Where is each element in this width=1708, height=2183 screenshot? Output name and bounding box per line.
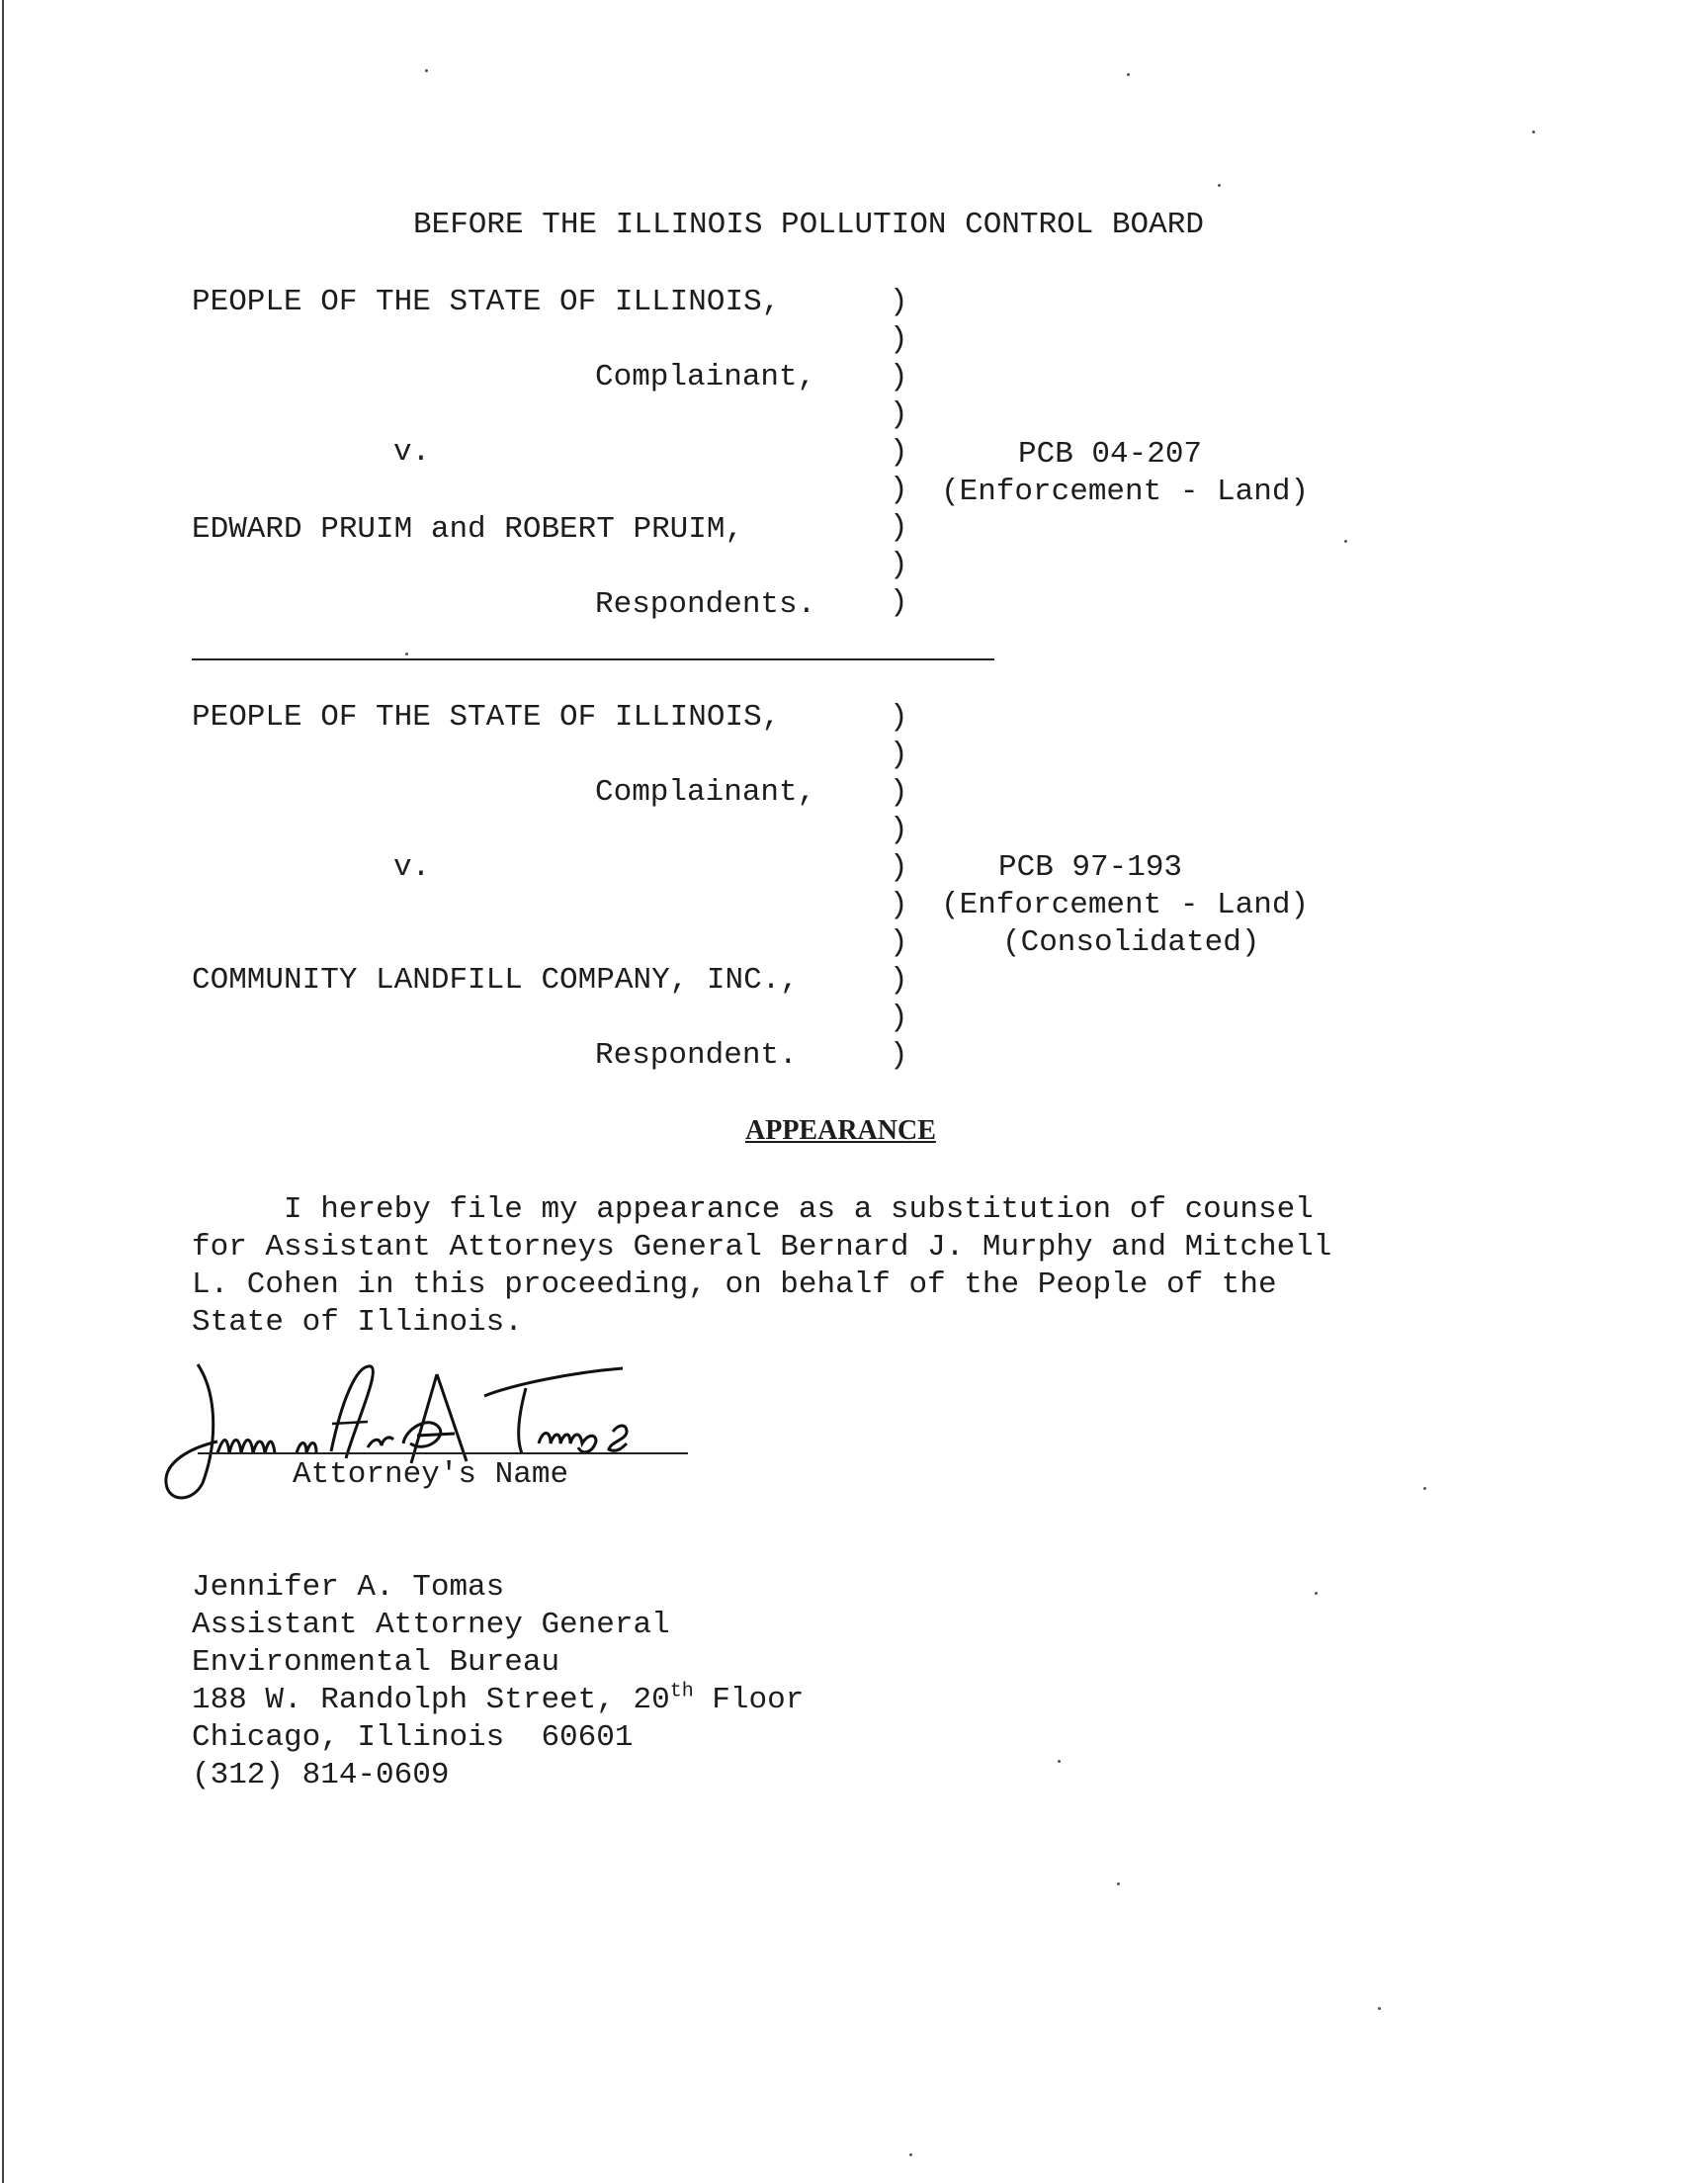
scan-speck [425, 69, 428, 72]
case2-party2: COMMUNITY LANDFILL COMPANY, INC., [192, 963, 799, 998]
case2-role1: Complainant, [595, 775, 816, 810]
scan-speck [1117, 1882, 1120, 1885]
document-page: BEFORE THE ILLINOIS POLLUTION CONTROL BOARD PEOPLE OF THE STATE OF ILLINOIS, Complainant, v. EDWARD PRUIM and ROBERT PRUIM, Respondents. PCB 04-207 (Enforcement - Land) ) ) ) ) ) ) ) ) ) PEOPLE OF THE STATE OF ILLINOIS, Complainant, v. COMMUNITY LANDFILL COMPANY, INC., Respondent. PCB 97-193 (Enforcement - Land) (Consolidated) ) ) ) ) ) ) ) ) ) ) APPEARANCE I hereby file my appearance as a substitution of counsel for Assistant Attorneys General Bernard J. Murphy and Mitchell L. Cohen in this proceeding, on behalf of the People of the State of Illinois. Attorney's Name Jennifer A. Tomas Assistant Attorney General Environmental Bureau 188 W. Randolph Street, 20th Floor Chicago, Illinois 60601 (312) 814-0609 [0, 0, 1708, 2183]
floor-superscript: th [669, 1680, 694, 1703]
contact-address: 188 W. Randolph Street, 20th Floor [192, 1680, 805, 1717]
scan-speck [1378, 2007, 1381, 2010]
contact-city: Chicago, Illinois 60601 [192, 1720, 634, 1755]
case1-versus: v. [393, 435, 431, 470]
contact-name: Jennifer A. Tomas [192, 1570, 505, 1605]
scan-speck [1127, 73, 1130, 76]
contact-bureau: Environmental Bureau [192, 1645, 560, 1680]
scan-speck [1315, 1592, 1318, 1595]
scan-speck [1218, 184, 1221, 187]
case2-number: PCB 97-193 [998, 850, 1183, 885]
contact-phone: (312) 814-0609 [192, 1758, 450, 1792]
case1-role1: Complainant, [595, 360, 816, 394]
scan-speck [405, 653, 408, 655]
case2-versus: v. [393, 850, 431, 885]
case1-type: (Enforcement - Land) [941, 475, 1310, 509]
appearance-heading: APPEARANCE [745, 1115, 936, 1146]
appearance-line-3: L. Cohen in this proceeding, on behalf of the People of the [192, 1267, 1277, 1302]
signature-caption: Attorney's Name [293, 1457, 569, 1492]
scan-speck [909, 2153, 912, 2156]
case2-consolidated: (Consolidated) [1002, 925, 1260, 960]
appearance-line-1: I hereby file my appearance as a substitution of counsel [192, 1192, 1314, 1227]
scan-speck [1058, 1760, 1061, 1763]
caption-divider [192, 658, 994, 660]
board-title: BEFORE THE ILLINOIS POLLUTION CONTROL BOARD [413, 208, 1204, 242]
case1-role2: Respondents. [595, 587, 816, 622]
scan-speck [1344, 540, 1347, 543]
scan-speck [1532, 131, 1535, 133]
case2-type: (Enforcement - Land) [941, 888, 1310, 922]
case2-party1: PEOPLE OF THE STATE OF ILLINOIS, [192, 700, 781, 735]
case1-party2: EDWARD PRUIM and ROBERT PRUIM, [192, 512, 744, 547]
case2-role2: Respondent. [595, 1038, 798, 1073]
page-edge-rule [2, 0, 4, 2183]
scan-speck [1423, 1487, 1426, 1490]
case1-number: PCB 04-207 [1018, 437, 1203, 472]
contact-title: Assistant Attorney General [192, 1608, 670, 1642]
case1-party1: PEOPLE OF THE STATE OF ILLINOIS, [192, 285, 781, 319]
appearance-line-2: for Assistant Attorneys General Bernard J. Murphy and Mitchell [192, 1230, 1332, 1265]
appearance-line-4: State of Illinois. [192, 1305, 523, 1340]
